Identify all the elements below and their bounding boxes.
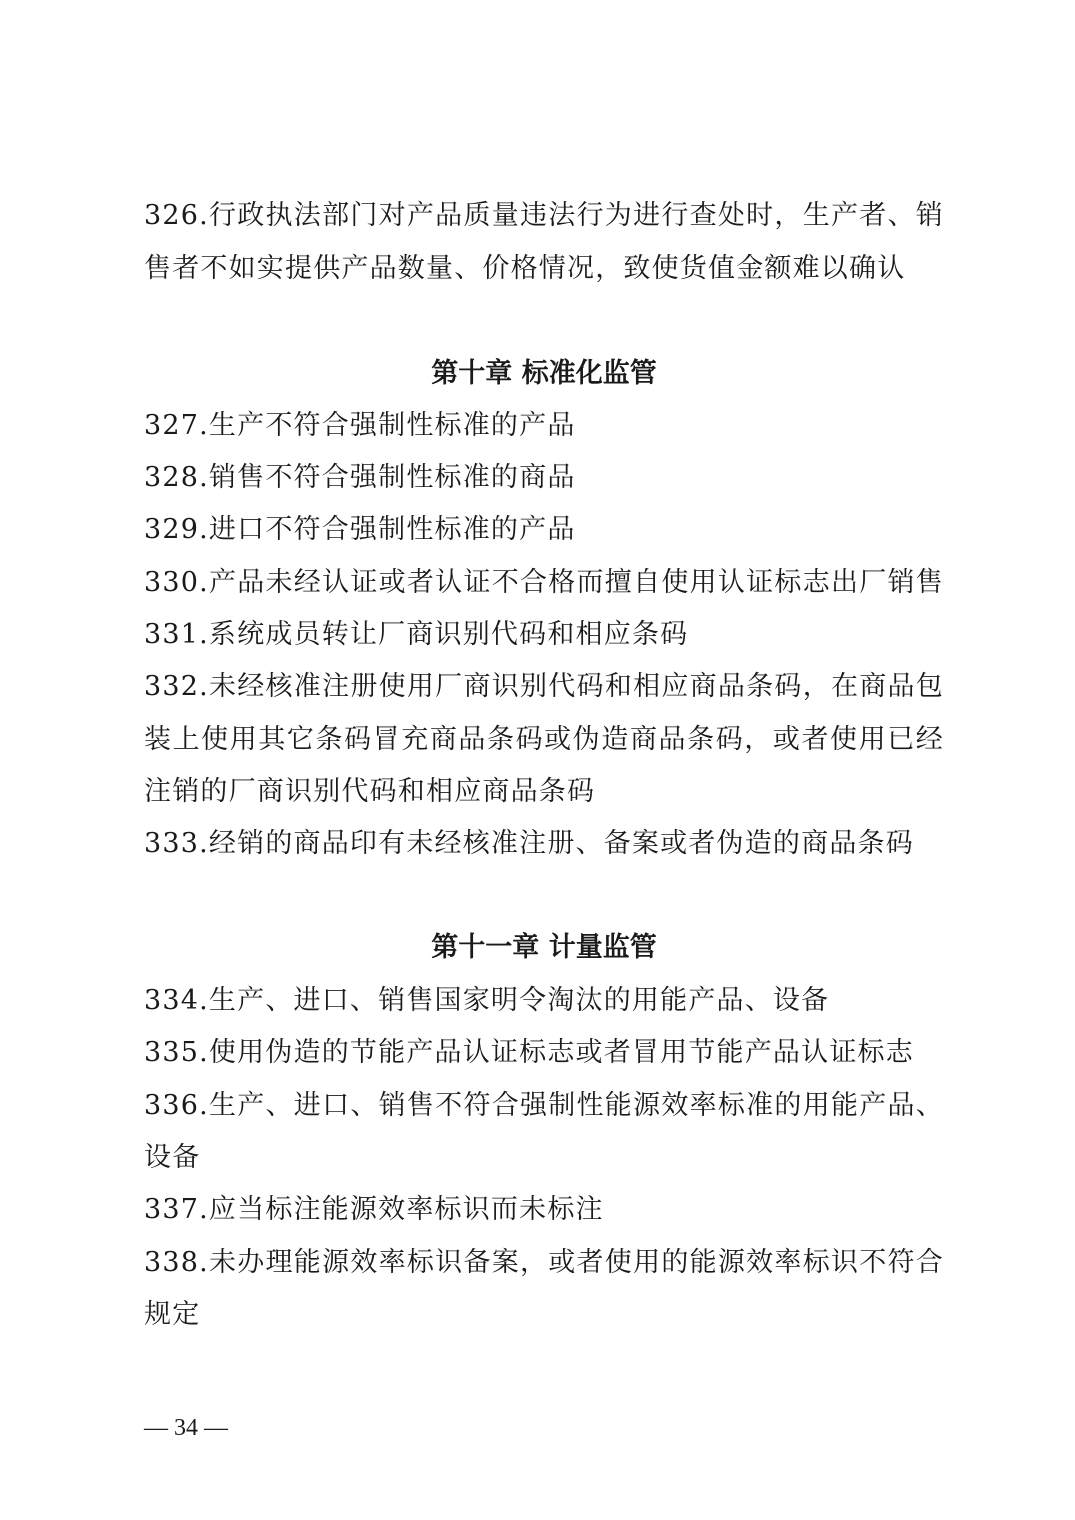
item-331: 331.系统成员转让厂商识别代码和相应条码 — [144, 619, 689, 650]
item-330: 330.产品未经认证或者认证不合格而擅自使用认证标志出厂销售 — [144, 567, 944, 598]
chapter-10-heading: 第十章 标准化监管 — [431, 358, 657, 389]
item-326-line-2: 售者不如实提供产品数量、价格情况，致使货值金额难以确认 — [144, 253, 906, 284]
item-327: 327.生产不符合强制性标准的产品 — [144, 410, 576, 441]
page-number: — 34 — — [144, 1415, 228, 1441]
item-333: 333.经销的商品印有未经核准注册、备案或者伪造的商品条码 — [144, 828, 914, 859]
chapter-11-heading: 第十一章 计量监管 — [431, 932, 657, 963]
item-332-line-3: 注销的厂商识别代码和相应商品条码 — [144, 776, 596, 807]
item-332-line-2: 装上使用其它条码冒充商品条码或伪造商品条码，或者使用已经 — [144, 724, 944, 755]
item-336-line-1: 336.生产、进口、销售不符合强制性能源效率标准的用能产品、 — [144, 1090, 944, 1121]
item-336-line-2: 设备 — [144, 1142, 201, 1173]
item-335: 335.使用伪造的节能产品认证标志或者冒用节能产品认证标志 — [144, 1037, 914, 1068]
item-338-line-2: 规定 — [144, 1299, 201, 1330]
item-326-line-1: 326.行政执法部门对产品质量违法行为进行查处时，生产者、销 — [144, 200, 944, 231]
item-332-line-1: 332.未经核准注册使用厂商识别代码和相应商品条码，在商品包 — [144, 671, 944, 702]
item-337: 337.应当标注能源效率标识而未标注 — [144, 1194, 604, 1225]
item-338-line-1: 338.未办理能源效率标识备案，或者使用的能源效率标识不符合 — [144, 1247, 944, 1278]
item-329: 329.进口不符合强制性标准的产品 — [144, 514, 576, 545]
item-334: 334.生产、进口、销售国家明令淘汰的用能产品、设备 — [144, 985, 830, 1016]
item-328: 328.销售不符合强制性标准的商品 — [144, 462, 576, 493]
